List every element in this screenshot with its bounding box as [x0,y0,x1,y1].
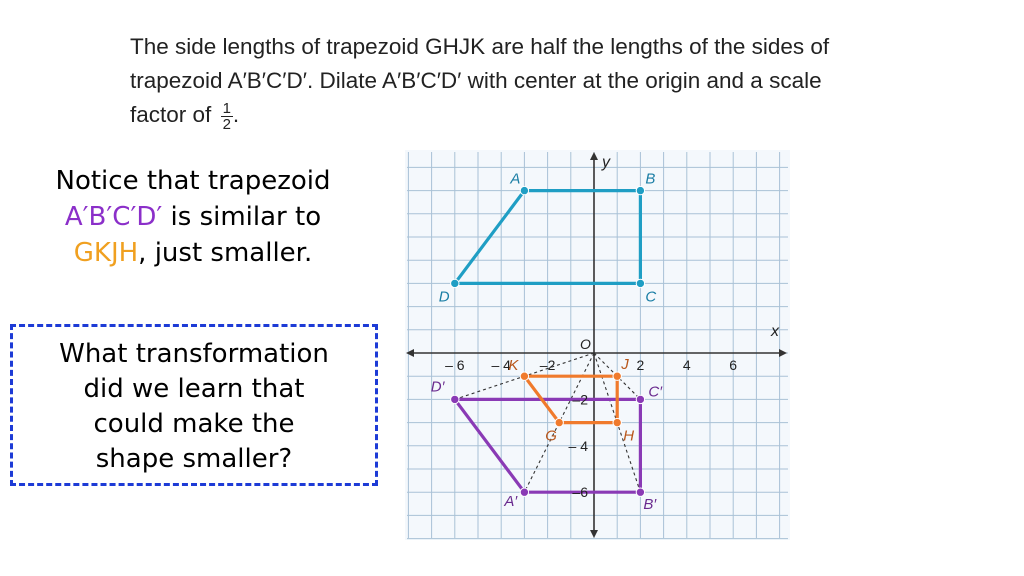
vertex-label: B [645,170,656,188]
problem-line-3 [130,98,1010,132]
vertex-label: H [623,427,635,445]
notice-highlight-gkjh: GKJH [73,238,139,268]
vertex-point [520,372,528,380]
question-box [10,324,378,486]
vertex-label: K [508,357,519,375]
vertex-point [520,186,528,194]
coordinate-graph [405,150,790,540]
problem-period: . [232,102,240,127]
x-tick-label: –2 [539,357,556,373]
vertex-label: A′ [504,493,518,511]
x-axis-label: x [771,323,779,340]
x-tick-label: 4 [682,357,691,373]
vertex-point [636,186,644,194]
y-tick-label: – 4 [568,437,588,454]
problem-line-2: trapezoid A′B′C′D′. Dilate A′B′C′D′ with center at the origin and a scale [130,68,822,93]
vertex-point [613,372,621,380]
vertex-point [520,488,528,496]
vertex-point [636,488,644,496]
fraction-denominator: 2 [222,115,231,133]
vertex-label: D′ [430,378,445,396]
graph-background [405,150,790,540]
vertex-label: B′ [643,496,657,514]
vertex-point [555,418,563,426]
fraction-one-half [221,101,233,132]
question-line-4: shape smaller? [95,444,293,474]
vertex-point [451,395,459,403]
problem-statement [130,30,1010,132]
notice-highlight-abcd: A′B′C′D′ [64,202,163,232]
vertex-label: A [510,170,521,188]
notice-part-3: is similar to [162,202,322,232]
vertex-point [451,279,459,287]
y-tick-label: –6 [572,484,588,501]
notice-part-5: , just smaller. [138,238,313,268]
vertex-point [613,418,621,426]
x-tick-label: – 6 [445,357,465,373]
vertex-label: C′ [648,383,663,401]
question-line-2: did we learn that [83,374,305,404]
fraction-numerator: 1 [222,99,231,117]
notice-part-1: Notice that trapezoid [55,166,331,196]
question-line-1: What transformation [59,339,329,369]
origin-label: O [580,336,591,352]
vertex-point [636,279,644,287]
notice-text [8,163,378,271]
x-tick-label: 6 [729,357,738,373]
vertex-label: D [438,288,450,306]
x-tick-label: 2 [636,357,645,373]
vertex-label: G [545,427,557,445]
vertex-label: J [621,356,629,374]
problem-line-3-text: factor of [130,102,212,127]
x-tick-label: – 4 [491,357,511,373]
vertex-point [636,395,644,403]
y-tick-label: –2 [572,391,588,408]
y-axis-label: y [602,154,610,171]
vertex-label: C [645,288,657,306]
question-line-3: could make the [93,409,295,439]
problem-line-1: The side lengths of trapezoid GHJK are half the lengths of the sides of [130,34,830,59]
